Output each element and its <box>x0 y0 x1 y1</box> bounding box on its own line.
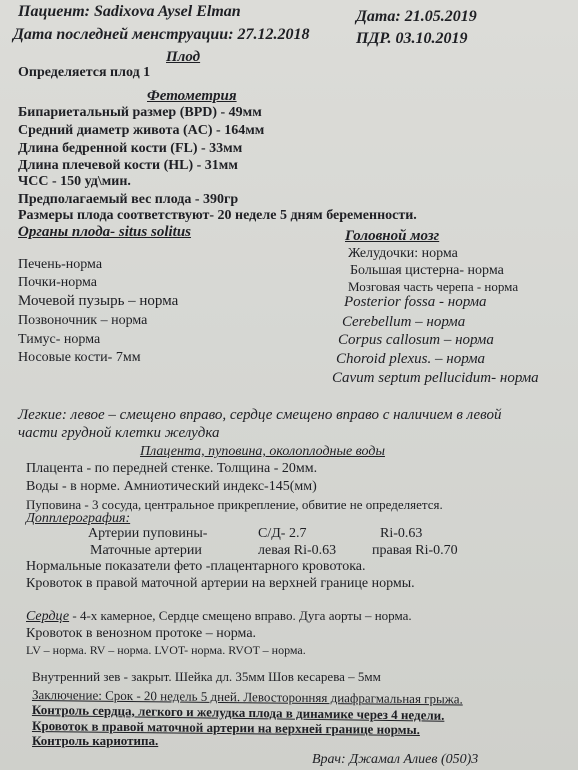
doctor-signature-line: Врач: Джамал Алиев (050)3 <box>312 752 479 767</box>
organ-liver: Печень-норма <box>18 257 103 272</box>
fetometry-fl: Длина бедренной кости (FL) - 33мм <box>18 141 243 156</box>
fetometry-bpd: Бипариетальный размер (BPD) - 49мм <box>18 105 262 120</box>
due-date: ПДР. 03.10.2019 <box>356 30 468 47</box>
fetometry-weight: Предполагаемый вес плода - 390гр <box>18 192 239 207</box>
heart-label: Сердце <box>26 609 70 624</box>
uterine-artery-left: левая Ri-0.63 <box>258 543 337 558</box>
umbilical-cord: Пуповина - 3 сосуда, центральное прикрепление, обвитие не определяется. <box>26 497 443 512</box>
cervix-line: Внутренний зев - закрыт. Шейка дл. 35мм Шов кесарева – 5мм <box>32 669 381 684</box>
brain-ventricles: Желудочки: норма <box>348 246 458 261</box>
lungs-line-2: части грудной клетки желудка <box>18 425 220 441</box>
fetometry-gestation: Размеры плода соответствуют- 20 неделе 5 дням беременности. <box>18 208 417 223</box>
uterine-artery-label: Маточные артерии <box>90 543 202 558</box>
amniotic-fluid: Воды - в норме. Амниотический индекс-145(мм) <box>26 479 317 494</box>
brain-cavum-septum: Cavum septum pellucidum- норма <box>332 370 539 386</box>
fetus-count: Определяется плод 1 <box>18 65 151 80</box>
brain-cerebellum: Cerebellum – норма <box>342 314 466 330</box>
brain-skull: Мозговая часть черепа - норма <box>348 279 519 294</box>
conclusion-line-1: Заключение: Срок - 20 недель 5 дней. Левосторонняя диафрагмальная грыжа. <box>31 687 463 707</box>
organ-bladder: Мочевой пузырь – норма <box>18 293 179 309</box>
fetometry-hl: Длина плечевой кости (HL) - 31мм <box>18 158 238 173</box>
heart-ventricles: LV – норма. RV – норма. LVOT- норма. RVOT – норма. <box>26 643 306 657</box>
brain-posterior-fossa: Posterior fossa - норма <box>344 294 487 310</box>
fetometry-hr: ЧСС - 150 уд\мин. <box>18 174 131 189</box>
umbilical-artery-ri: Ri-0.63 <box>380 526 423 541</box>
last-menstruation-date: Дата последней менструации: 27.12.2018 <box>13 26 310 43</box>
organ-nasal-bones: Носовые кости- 7мм <box>18 350 141 365</box>
organ-thymus: Тимус- норма <box>18 332 101 347</box>
heart-line-1-text: - 4-х камерное, Сердце смещено вправо. Дуга аорты – норма. <box>69 608 412 623</box>
brain-corpus-callosum: Corpus callosum – норма <box>338 332 494 348</box>
brain-choroid-plexus: Choroid plexus. – норма <box>336 351 486 367</box>
conclusion-line-2: Контроль сердца, легкого и желудка плода в динамике через 4 недели. <box>31 702 445 723</box>
uterine-artery-right: правая Ri-0.70 <box>372 543 458 558</box>
brain-heading: Головной мозг <box>345 228 440 244</box>
fetometry-heading: Фетометрия <box>147 88 237 104</box>
organs-heading: Органы плода- situs solitus <box>18 224 192 240</box>
doppler-heading: Допплерография: <box>26 511 131 526</box>
heart-line-1 <box>26 609 412 624</box>
lungs-line-1: Легкие: левое – смещено вправо, сердце смещено вправо с наличием в левой <box>18 407 502 423</box>
doppler-note-1: Нормальные показатели фето -плацентарного кровотока. <box>26 559 366 574</box>
organ-kidneys: Почки-норма <box>18 275 98 290</box>
umbilical-artery-sd: С/Д- 2.7 <box>258 526 307 541</box>
fetus-heading: Плод <box>166 49 201 65</box>
placenta-location: Плацента - по передней стенке. Толщина - 20мм. <box>26 461 318 476</box>
heart-venous-duct: Кровоток в венозном протоке – норма. <box>26 626 257 641</box>
conclusion-line-3: Кровоток в правой маточной артерии на верхней границе нормы. <box>31 718 420 738</box>
umbilical-artery-label: Артерии пуповины- <box>88 526 208 541</box>
brain-cisterna-magna: Большая цистерна- норма <box>350 263 504 278</box>
conclusion-line-4: Контроль кариотипа. <box>32 733 159 748</box>
organ-spine: Позвоночник – норма <box>18 313 148 328</box>
placenta-heading: Плацента, пуповина, околоплодные воды <box>140 444 385 459</box>
doppler-note-2: Кровоток в правой маточной артерии на верхней границе нормы. <box>26 576 415 591</box>
patient-name: Пациент: Sadixova Aysel Elman <box>18 3 241 20</box>
exam-date: Дата: 21.05.2019 <box>356 8 477 25</box>
fetometry-ac: Средний диаметр живота (AC) - 164мм <box>18 123 265 138</box>
